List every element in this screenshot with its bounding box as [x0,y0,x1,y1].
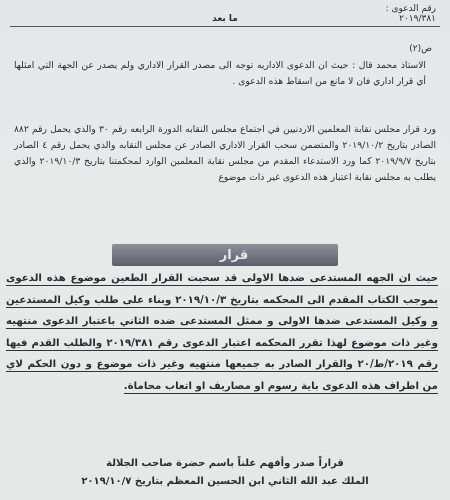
header-divider [10,26,440,27]
case-number-label: رقم الدعوى : [385,4,436,14]
decision-text [6,268,438,397]
continuation-label: ما بعد [212,14,238,24]
lawyer-statement-paragraph: الاستاذ محمد قال : حيث ان الدعوى الاداريه توجه الى مصدر القرار الاداري ولم يصدر عن الجهة التي امثلها أي قرار اداري فان لا مانع من اسقاط هذه الدعوى . [14,60,426,87]
decision-body: حيث ان الجهه المستدعى ضدها الاولى قد سحبت القرار الطعين موضوع هذه الدعوى بموجب الكتاب المقدم الى المحكمه بتاريخ ٢٠١٩/١٠/٣ وبناء على طلب وكيل المستدعين و وكيل المستدعى ضدها الاولى و ممثل المستدعى ضده الثاني باعتبار الدعوى منتهيه وغير ذات موضوع لهذا تقرر المحكمه اعتبار الدعوى رقم ٢٠١٩/٣٨١ والطلب القدم فيها رقم ٢٠١٩/ط/٢٠ والقرار الصادر به جميعها منتهيه وغير ذات موضوع و دون الحكم لاي من اطراف هذه الدعوى باية رسوم او مصاريف او اتعاب محاماة. [6,273,438,392]
closing-line-1: قراراً صدر وأفهم علناً باسم حضرة صاحب الجلالة [106,458,344,469]
syndicate-decision-paragraph: ورد قرار مجلس نقابة المعلمين الاردنيين في اجتماع مجلس النقابه الدورة الرابعه رقم ٣٠ والذي يحمل رقم ٨٨٢ الصادر بتاريخ ٢٠١٩/١٠/٢ والمتضمن سحب القرار الاداري الصادر عن مجلس النقابه والذي يحمل رقم ٤ الصادر بتاريخ ٢٠١٩/٩/٧ كما ورد الاستدعاء المقدم من مجلس نقابة المعلمين الوارد لمحكمتنا بتاريخ ٢٠١٩/١٠/٣ والذي يطلب به مجلس نقابة اعتبار هذه الدعوى غير ذات موضوع [14,124,437,183]
page-reference: ص(٢) [409,44,432,54]
case-number: ٢٠١٩/٣٨١ [399,14,436,24]
closing-line-2: الملك عبد الله الثاني ابن الحسين المعظم بتاريخ ٢٠١٩/١٠/٧ [81,476,369,487]
decision-banner-title: قرار [219,247,249,263]
decision-banner [112,244,338,266]
